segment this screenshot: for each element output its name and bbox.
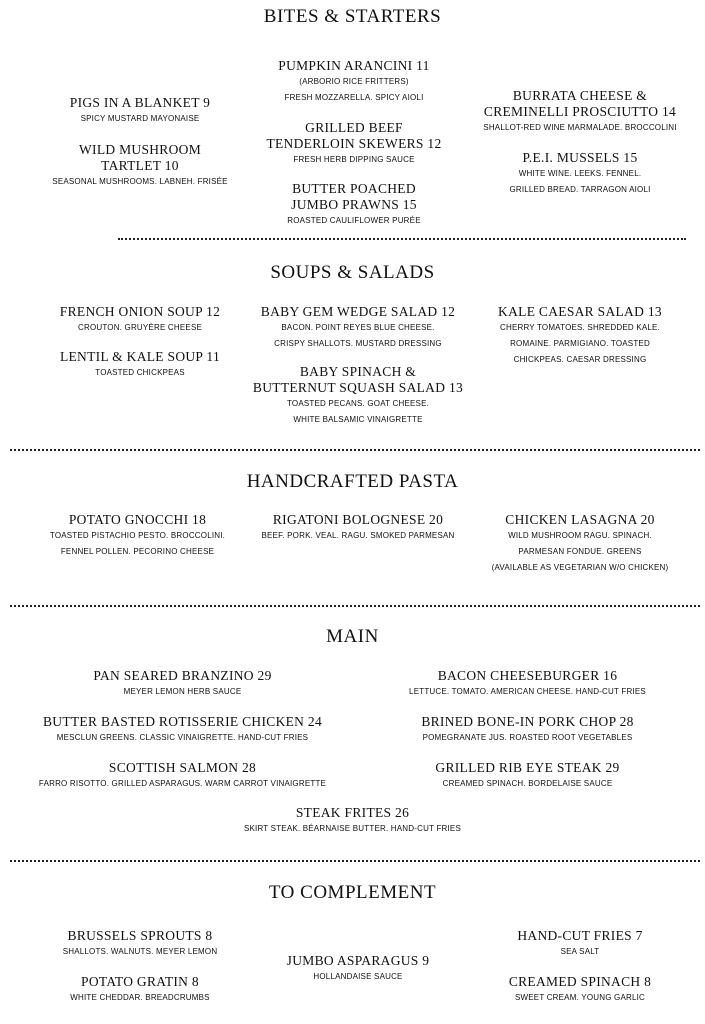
menu-item-description: WILD MUSHROOM RAGU. SPINACH. PARMESAN FONDUE. GREENS (AVAILABLE AS VEGETARIAN W/O CHICKEN) bbox=[491, 531, 669, 572]
menu-item bbox=[460, 512, 700, 576]
menu-item bbox=[20, 304, 260, 336]
menu-item-title: STEAK FRITES 26 bbox=[295, 805, 410, 820]
dotted-divider bbox=[118, 238, 686, 240]
menu-item bbox=[238, 953, 478, 985]
menu-item bbox=[180, 805, 525, 837]
menu-item-title: LENTIL & KALE SOUP 11 bbox=[59, 349, 221, 364]
menu-item-title: CHICKEN LASAGNA 20 bbox=[505, 512, 655, 527]
section-heading-bites: BITES & STARTERS bbox=[263, 6, 442, 27]
menu-item-description: BEEF. PORK. VEAL. RAGU. SMOKED PARMESAN bbox=[261, 531, 455, 540]
menu-item-description: SHALLOTS. WALNUTS. MEYER LEMON bbox=[62, 947, 218, 956]
menu-item-description: WHITE WINE. LEEKS. FENNEL. GRILLED BREAD. TARRAGON AIOLI bbox=[509, 169, 651, 194]
menu-item-title: POTATO GRATIN 8 bbox=[81, 974, 199, 989]
menu-item-title: HAND-CUT FRIES 7 bbox=[517, 928, 643, 943]
menu-item-description: FRESH HERB DIPPING SAUCE bbox=[293, 155, 415, 164]
menu-item-title: P.E.I. MUSSELS 15 bbox=[522, 150, 638, 165]
menu-item-description: ROASTED CAULIFLOWER PURÉE bbox=[287, 216, 421, 225]
menu-item bbox=[460, 928, 700, 960]
menu-item-description: LETTUCE. TOMATO. AMERICAN CHEESE. HAND-CUT FRIES bbox=[409, 687, 646, 696]
menu-item-description: SHALLOT-RED WINE MARMALADE. BROCCOLINI bbox=[483, 123, 677, 132]
menu-item-description: BACON. POINT REYES BLUE CHEESE. CRISPY SHALLOTS. MUSTARD DRESSING bbox=[274, 323, 442, 348]
menu-item-description: WHITE CHEDDAR. BREADCRUMBS bbox=[70, 993, 210, 1002]
menu-item-description: SWEET CREAM. YOUNG GARLIC bbox=[514, 993, 646, 1002]
menu-item-title: BRUSSELS SPROUTS 8 bbox=[67, 928, 213, 943]
menu-item bbox=[20, 928, 260, 960]
menu-item-title: KALE CAESAR SALAD 13 bbox=[498, 304, 662, 319]
menu-item-description: TOASTED PISTACHIO PESTO. BROCCOLINI. FENNEL POLLEN. PECORINO CHEESE bbox=[49, 531, 226, 556]
menu-item-title: GRILLED BEEF TENDERLOIN SKEWERS 12 bbox=[266, 120, 442, 151]
menu-item bbox=[460, 304, 700, 368]
menu-item-description: SEASONAL MUSHROOMS. LABNEH. FRISÉE bbox=[52, 177, 228, 186]
menu-item bbox=[238, 181, 470, 229]
menu-item-description: CREAMED SPINACH. BORDELAISE SAUCE bbox=[442, 779, 613, 788]
menu-item-description: CHERRY TOMATOES. SHREDDED KALE. ROMAINE. PARMIGIANO. TOASTED CHICKPEAS. CAESAR DRESSING bbox=[499, 323, 661, 364]
menu-item bbox=[460, 974, 700, 1006]
menu-item bbox=[10, 760, 355, 792]
menu-item-description: POMEGRANATE JUS. ROASTED ROOT VEGETABLES bbox=[422, 733, 633, 742]
menu-item bbox=[20, 974, 260, 1006]
menu-item bbox=[238, 304, 478, 352]
menu-item-description: MEYER LEMON HERB SAUCE bbox=[123, 687, 242, 696]
section-heading-pasta: HANDCRAFTED PASTA bbox=[246, 471, 459, 492]
menu-item-description: SEA SALT bbox=[560, 947, 600, 956]
menu-item bbox=[10, 512, 265, 560]
menu-item-title: GRILLED RIB EYE STEAK 29 bbox=[435, 760, 620, 775]
menu-item-description: (ARBORIO RICE FRITTERS) FRESH MOZZARELLA. SPICY AIOLI bbox=[284, 77, 424, 102]
menu-item-title: BUTTER POACHED JUMBO PRAWNS 15 bbox=[291, 181, 417, 212]
menu-item-title: BABY GEM WEDGE SALAD 12 bbox=[260, 304, 456, 319]
menu-item-title: PAN SEARED BRANZINO 29 bbox=[93, 668, 272, 683]
menu-item-title: PIGS IN A BLANKET 9 bbox=[69, 95, 211, 110]
menu-item bbox=[238, 512, 478, 544]
dotted-divider bbox=[10, 605, 700, 607]
menu-item bbox=[462, 88, 698, 136]
menu-item bbox=[238, 58, 470, 106]
menu-item-description: SKIRT STEAK. BÉARNAISE BUTTER. HAND-CUT FRIES bbox=[243, 824, 462, 833]
menu-item bbox=[10, 714, 355, 746]
menu-item bbox=[20, 95, 260, 127]
menu-item-title: SCOTTISH SALMON 28 bbox=[108, 760, 257, 775]
menu-item-title: BACON CHEESEBURGER 16 bbox=[437, 668, 618, 683]
menu-item-title: FRENCH ONION SOUP 12 bbox=[59, 304, 221, 319]
menu-item-description: SPICY MUSTARD MAYONAISE bbox=[80, 114, 200, 123]
menu-item bbox=[462, 150, 698, 198]
menu-item-title: BRINED BONE-IN PORK CHOP 28 bbox=[421, 714, 634, 729]
menu-item bbox=[238, 364, 478, 428]
menu-item bbox=[238, 120, 470, 168]
menu-item-title: BABY SPINACH & BUTTERNUT SQUASH SALAD 13 bbox=[252, 364, 464, 395]
section-heading-complement: TO COMPLEMENT bbox=[268, 882, 437, 903]
menu-item-title: WILD MUSHROOM TARTLET 10 bbox=[78, 142, 202, 173]
menu-item bbox=[355, 760, 700, 792]
menu-item-title: JUMBO ASPARAGUS 9 bbox=[286, 953, 430, 968]
menu-item bbox=[355, 714, 700, 746]
section-heading-main: MAIN bbox=[326, 626, 379, 647]
section-heading-soups: SOUPS & SALADS bbox=[270, 262, 435, 283]
menu-item bbox=[355, 668, 700, 700]
menu-item-title: CREAMED SPINACH 8 bbox=[508, 974, 652, 989]
menu-item-description: MESCLUN GREENS. CLASSIC VINAIGRETTE. HAND-CUT FRIES bbox=[56, 733, 309, 742]
menu-item-description: HOLLANDAISE SAUCE bbox=[313, 972, 403, 981]
menu-item-title: BURRATA CHEESE & CREMINELLI PROSCIUTTO 14 bbox=[483, 88, 677, 119]
menu-item bbox=[10, 668, 355, 700]
menu-item bbox=[20, 349, 260, 381]
menu-item-description: TOASTED CHICKPEAS bbox=[95, 368, 185, 377]
dotted-divider bbox=[10, 449, 700, 451]
menu-item-description: TOASTED PECANS. GOAT CHEESE. WHITE BALSAMIC VINAIGRETTE bbox=[286, 399, 430, 424]
menu-item bbox=[20, 142, 260, 190]
menu-item-title: PUMPKIN ARANCINI 11 bbox=[278, 58, 430, 73]
dotted-divider bbox=[10, 860, 700, 862]
menu-item-title: POTATO GNOCCHI 18 bbox=[68, 512, 207, 527]
menu-item-title: BUTTER BASTED ROTISSERIE CHICKEN 24 bbox=[42, 714, 322, 729]
menu-item-title: RIGATONI BOLOGNESE 20 bbox=[272, 512, 444, 527]
menu-item-description: CROUTON. GRUYÈRE CHEESE bbox=[77, 323, 203, 332]
menu-item-description: FARRO RISOTTO. GRILLED ASPARAGUS. WARM CARROT VINAIGRETTE bbox=[38, 779, 327, 788]
